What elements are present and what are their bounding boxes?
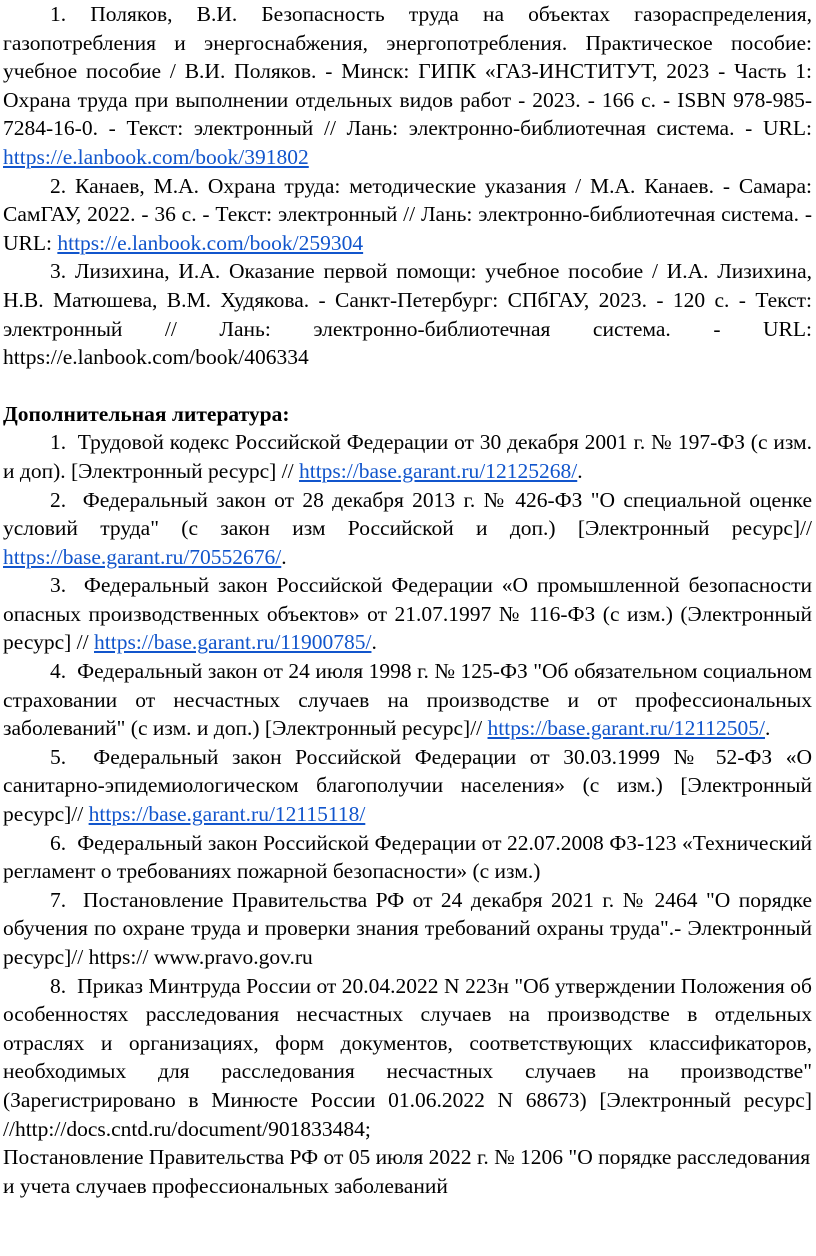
item-punct: .: [371, 630, 377, 655]
item-text: Постановление Правительства РФ от 24 декабря 2021 г. № 2464 "О порядке обучения по охране труда и проверки знания требований охраны труда".- Электронный ресурс]// https:// www.pravo.gov.ru: [3, 887, 812, 969]
item-link[interactable]: https://base.garant.ru/12125268/: [298, 458, 578, 483]
trailing-paragraph: Постановление Правительства РФ от 05 июля 2022 г. № 1206 "О порядке расследования и учета случаев профессиональных заболеваний: [3, 1145, 811, 1198]
item-number: 1.: [50, 430, 67, 455]
item-text: Поляков, В.И. Безопасность труда на объектах газораспределения, газопотребления и энергоснабжения, энергопотребления. Практическое пособие: учебное пособие / В.И. Поляков. - Минск: ГИПК «ГАЗ-ИНСТИТУТ, 2023 - Часть 1: Охрана труда при выполнении отдельных видов работ - 2023. - 166 с. - ISBN 978-985-7284-16-0. - Текст: электронный // Лань: электронно-библиотечная система. - URL:: [3, 2, 813, 141]
list-item: [3, 886, 812, 972]
item-number: 3.: [50, 573, 67, 598]
item-punct: .: [577, 458, 583, 483]
item-text: Федеральный закон от 24 июля 1998 г. № 125-ФЗ "Об обязательном социальном страховании от несчастных случаев на производстве и от профессиональных заболеваний" (с изм. и доп.) [Электронный ресурс]//: [3, 659, 812, 741]
item-number: 2.: [50, 487, 67, 512]
item-number: 6.: [50, 830, 67, 855]
item-number: 2.: [50, 173, 67, 198]
item-number: 1.: [50, 2, 67, 26]
list-item: [3, 486, 812, 572]
item-text: Канаев, М.А. Охрана труда: методические указания / М.А. Канаев. - Самара: СамГАУ, 2022. - 36 с. - Текст: электронный // Лань: электронно-библиотечная система. - URL:: [3, 173, 813, 255]
list-item: [3, 257, 812, 371]
item-link[interactable]: https://base.garant.ru/12112505/: [487, 716, 765, 741]
list-item: [3, 0, 812, 172]
item-text: Трудовой кодекс Российской Федерации от 30 декабря 2001 г. № 197-ФЗ (с изм. и доп). [Электронный ресурс] //: [3, 430, 812, 483]
item-link[interactable]: https://e.lanbook.com/book/259304: [57, 230, 364, 255]
main-literature-list: [3, 0, 812, 372]
list-item: [3, 657, 812, 743]
item-text: Федеральный закон Российской Федерации от 30.03.1999 № 52-ФЗ «О санитарно-эпидемиологическом благополучии населения» (с изм.) [Электронный ресурс]//: [3, 744, 812, 827]
item-punct: .: [281, 544, 287, 569]
item-text: Федеральный закон от 28 декабря 2013 г. № 426-ФЗ "О специальной оценке условий труда" (с закон изм Российской и доп.) [Электронный ресурс]//: [3, 487, 813, 541]
list-item: [3, 428, 812, 485]
section-heading: Дополнительная литература:: [3, 401, 290, 426]
list-item: [3, 172, 812, 258]
item-number: 4.: [50, 659, 67, 684]
list-item: [3, 743, 812, 829]
additional-literature-list: [3, 428, 812, 1143]
item-text: Приказ Минтруда России от 20.04.2022 N 223н "Об утверждении Положения об особенностях расследования несчастных случаев на производстве в отдельных отраслях и организациях, форм документов, соответствующих классификаторов, необходимых для расследования несчастных случаев на производстве" (Зарегистрировано в Минюсте России 01.06.2022 N 68673) [Электронный ресурс] //http://docs.cntd.ru/document/901833484;: [3, 973, 812, 1141]
item-text: Федеральный закон Российской Федерации от 22.07.2008 ФЗ-123 «Технический регламент о требованиях пожарной безопасности» (с изм.): [3, 830, 812, 884]
item-text: Лизихина, И.А. Оказание первой помощи: учебное пособие / И.А. Лизихина, Н.В. Матюшева, В.М. Худякова. - Санкт-Петербург: СПбГАУ, 2023. - 120 с. - Текст: электронный // Лань: электронно-библиотечная система. - URL: https://e.lanbook.com/book/406334: [3, 259, 812, 370]
item-link[interactable]: https://base.garant.ru/70552676/: [3, 544, 282, 569]
item-link[interactable]: https://base.garant.ru/11900785/: [94, 630, 372, 655]
item-text: Федеральный закон Российской Федерации «О промышленной безопасности опасных производственных объектов» от 21.07.1997 № 116-ФЗ (с изм.) (Электронный ресурс] //: [3, 573, 813, 655]
list-item: [3, 571, 812, 657]
list-item: [3, 829, 812, 886]
list-item: [3, 972, 812, 1144]
item-number: 8.: [50, 973, 67, 998]
item-link[interactable]: https://e.lanbook.com/book/391802: [3, 144, 309, 169]
item-number: 3.: [50, 259, 67, 284]
item-punct: .: [765, 716, 771, 741]
item-link[interactable]: https://base.garant.ru/12115118/: [88, 802, 366, 827]
item-number: 7.: [50, 887, 67, 912]
item-number: 5.: [50, 744, 67, 769]
